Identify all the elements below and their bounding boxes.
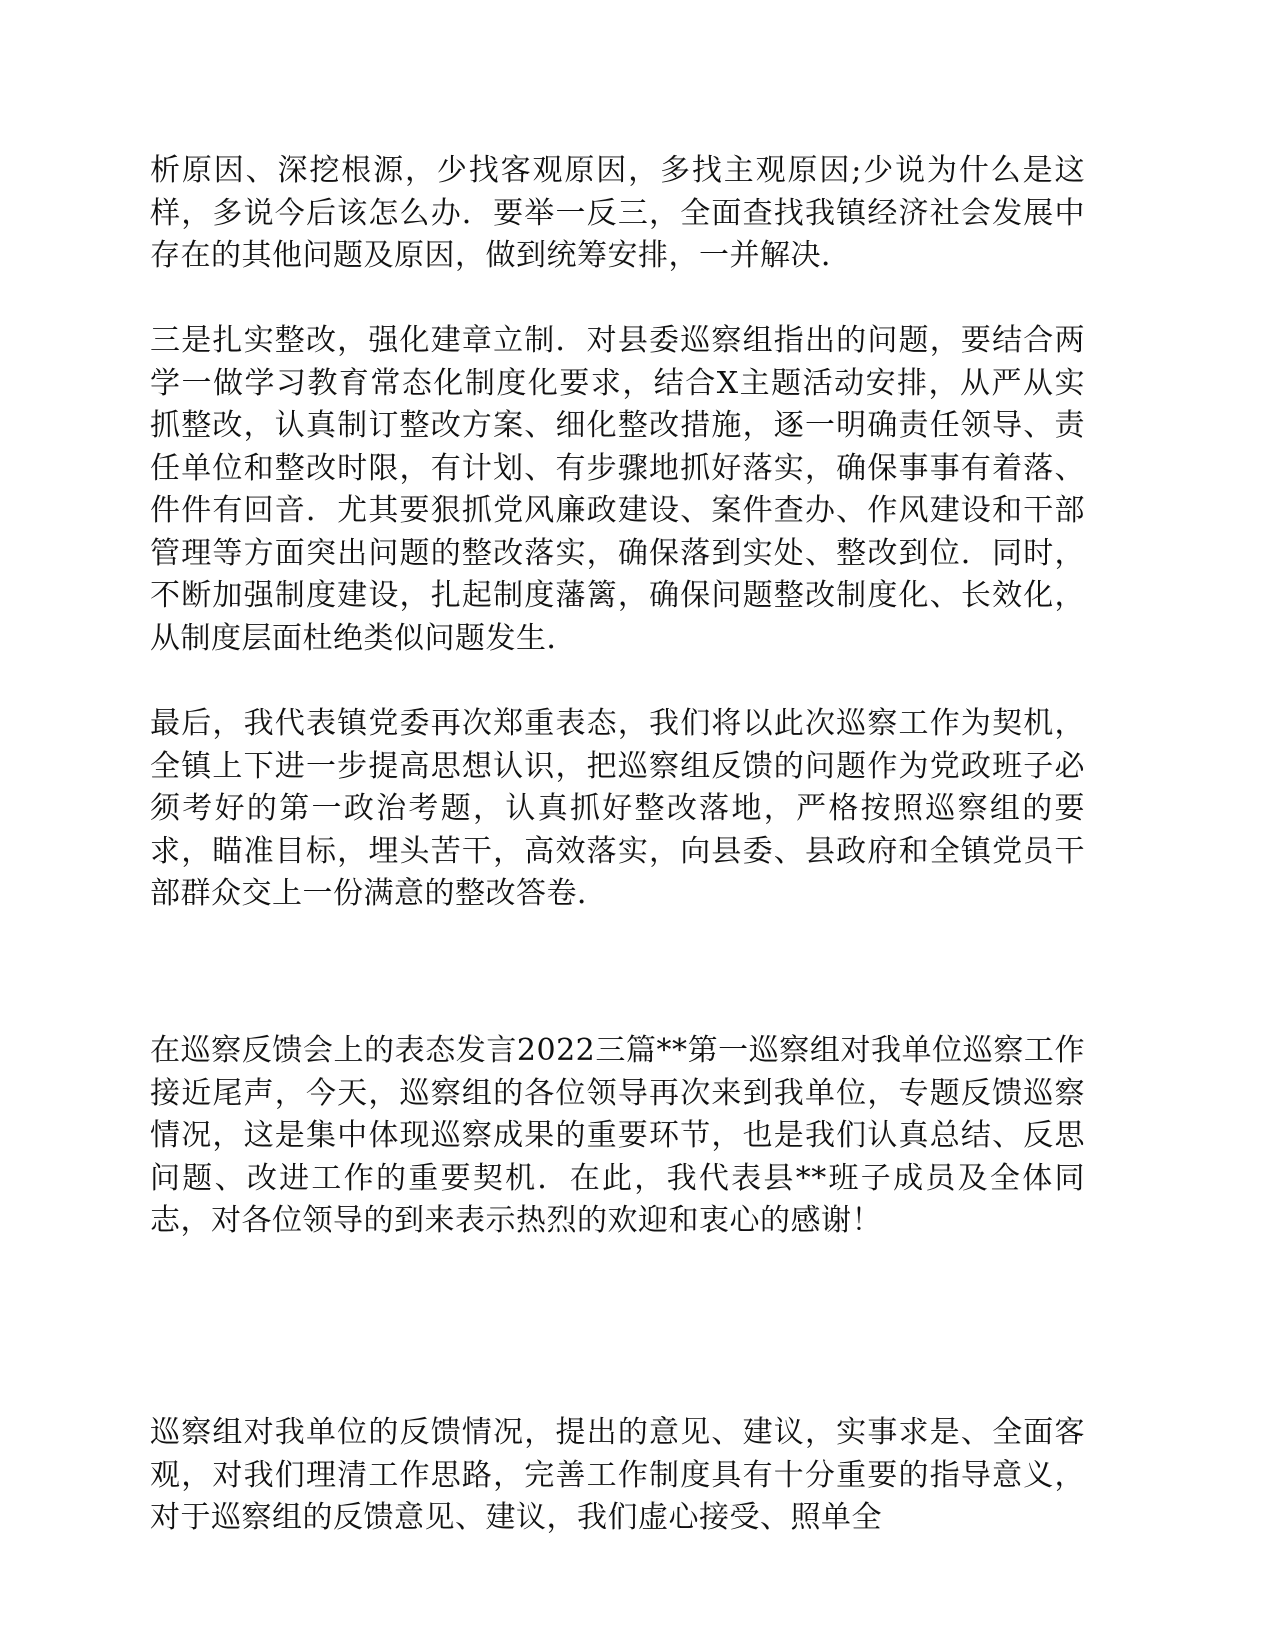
paragraph-closing-statement: 最后，我代表镇党委再次郑重表态，我们将以此次巡察工作为契机，全镇上下进一步提高思想认识，把巡察组反馈的问题作为党政班子必须考好的第一政治考题，认真抓好整改落地，严格按照巡察组的要求，瞄准目标，埋头苦干，高效落实，向县委、县政府和全镇党员干部群众交上一份满意的整改答卷． xyxy=(150,706,1085,911)
paragraph-rectification: 三是扎实整改，强化建章立制．对县委巡察组指出的问题，要结合两学一做学习教育常态化制度化要求，结合X主题活动安排，从严从实抓整改，认真制订整改方案、细化整改措施，逐一明确责任领导、责任单位和整改时限，有计划、有步骤地抓好落实，确保事事有着落、件件有回音．尤其要狠抓党风廉政建设、案件查办、作风建设和干部管理等方面突出问题的整改落实，确保落到实处、整改到位．同时，不断加强制度建设，扎起制度藩篱，确保问题整改制度化、长效化，从制度层面杜绝类似问题发生． xyxy=(150,323,1085,656)
paragraph-cause-analysis: 析原因、深挖根源，少找客观原因，多找主观原因;少说为什么是这样，多说今后该怎么办．要举一反三，全面查找我镇经济社会发展中存在的其他问题及原因，做到统筹安排，一并解决． xyxy=(150,153,1085,273)
paragraph-speech-opening: 在巡察反馈会上的表态发言2022三篇**第一巡察组对我单位巡察工作接近尾声，今天，巡察组的各位领导再次来到我单位，专题反馈巡察情况，这是集中体现巡察成果的重要环节，也是我们认真总结、反思问题、改进工作的重要契机．在此，我代表县**班子成员及全体同志，对各位领导的到来表示热烈的欢迎和衷心的感谢！ xyxy=(150,1033,1085,1238)
paragraph-feedback-acceptance: 巡察组对我单位的反馈情况，提出的意见、建议，实事求是、全面客观，对我们理清工作思路，完善工作制度具有十分重要的指导意义，对于巡察组的反馈意见、建议，我们虚心接受、照单全 xyxy=(150,1415,1085,1535)
